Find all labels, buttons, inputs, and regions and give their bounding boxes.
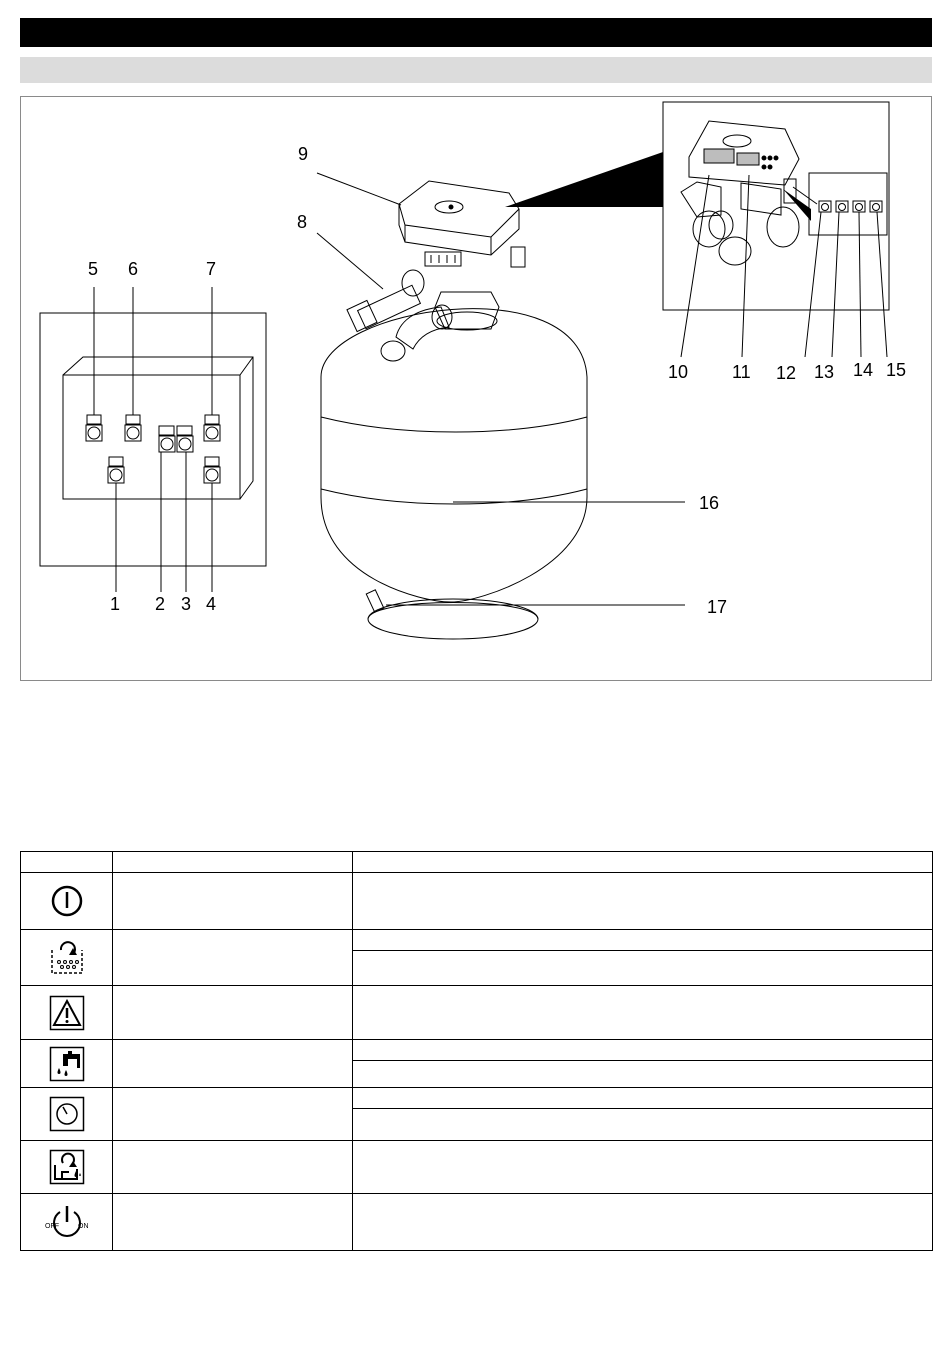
legend-name bbox=[113, 1088, 353, 1141]
callout-9: 9 bbox=[298, 144, 309, 164]
legend-desc bbox=[353, 1109, 933, 1141]
legend-desc bbox=[353, 873, 933, 930]
legend-name bbox=[113, 873, 353, 930]
panel-button-4 bbox=[204, 457, 220, 483]
callout-11: 11 bbox=[732, 362, 751, 382]
legend-desc bbox=[353, 951, 933, 986]
warning-triangle-icon bbox=[49, 995, 85, 1031]
legend-icon-cell bbox=[21, 930, 113, 986]
legend-icon-cell bbox=[21, 873, 113, 930]
legend-row-backwash bbox=[21, 930, 933, 951]
legend-name bbox=[113, 986, 353, 1040]
section-bar bbox=[20, 57, 932, 83]
callout-14: 14 bbox=[853, 360, 874, 380]
legend-name bbox=[113, 1194, 353, 1251]
legend-row-refill bbox=[21, 1141, 933, 1194]
callout-2: 2 bbox=[155, 594, 166, 614]
legend-icon-cell bbox=[21, 1141, 113, 1194]
control-head bbox=[399, 181, 525, 267]
filter-tank bbox=[321, 309, 587, 602]
pressure-gauge-icon bbox=[49, 1096, 85, 1132]
detail-inset bbox=[663, 102, 889, 310]
outlet-pipe bbox=[381, 305, 452, 361]
panel-button-2 bbox=[159, 426, 175, 452]
power-standby-icon bbox=[49, 883, 85, 919]
legend-icon-cell bbox=[21, 1040, 113, 1088]
water-tap-icon bbox=[49, 1046, 85, 1082]
legend-icon-cell bbox=[21, 1088, 113, 1141]
panel-button-6 bbox=[125, 415, 141, 441]
panel-button-5 bbox=[86, 415, 102, 441]
legend-name bbox=[113, 1040, 353, 1088]
legend-desc bbox=[353, 930, 933, 951]
off-on-switch-icon bbox=[44, 1202, 90, 1242]
filter-backwash-icon bbox=[49, 940, 85, 976]
callout-12: 12 bbox=[776, 363, 797, 383]
header-bar bbox=[20, 18, 932, 47]
indicator-legend-table bbox=[20, 851, 933, 1251]
zoom-pointer bbox=[505, 152, 663, 207]
legend-row-tap bbox=[21, 1040, 933, 1061]
legend-row-warning bbox=[21, 986, 933, 1040]
control-panel-frame bbox=[40, 313, 266, 566]
callout-1: 1 bbox=[110, 594, 121, 614]
callout-5: 5 bbox=[88, 259, 99, 279]
legend-desc bbox=[353, 1040, 933, 1061]
legend-desc bbox=[353, 1061, 933, 1088]
legend-name bbox=[113, 930, 353, 986]
closeup-buttons bbox=[819, 201, 882, 212]
callout-6: 6 bbox=[128, 259, 139, 279]
legend-row-onoff bbox=[21, 1194, 933, 1251]
callout-17: 17 bbox=[707, 597, 728, 617]
callout-10: 10 bbox=[668, 362, 689, 382]
svg-text:ON: ON bbox=[77, 1223, 88, 1230]
legend-header-row bbox=[21, 852, 933, 873]
legend-icon-cell bbox=[21, 1194, 113, 1251]
callout-15: 15 bbox=[886, 360, 907, 380]
panel-button-7 bbox=[204, 415, 220, 441]
legend-desc bbox=[353, 1141, 933, 1194]
callout-8: 8 bbox=[297, 212, 308, 232]
callout-16: 16 bbox=[699, 493, 720, 513]
legend-desc bbox=[353, 1194, 933, 1251]
legend-header-name bbox=[113, 852, 353, 873]
legend-desc bbox=[353, 1088, 933, 1109]
legend-header-desc bbox=[353, 852, 933, 873]
legend-row-gauge bbox=[21, 1088, 933, 1109]
legend-desc bbox=[353, 986, 933, 1040]
callout-7: 7 bbox=[206, 259, 217, 279]
legend-header-icon bbox=[21, 852, 113, 873]
panel-button-1 bbox=[108, 457, 124, 483]
svg-text:OFF: OFF bbox=[44, 1223, 59, 1230]
callout-13: 13 bbox=[814, 362, 835, 382]
panel-button-3 bbox=[177, 426, 193, 452]
legend-row-power bbox=[21, 873, 933, 930]
drain-plug bbox=[366, 590, 384, 612]
callout-3: 3 bbox=[181, 594, 192, 614]
tank-refill-icon bbox=[49, 1149, 85, 1185]
legend-name bbox=[113, 1141, 353, 1194]
filter-illustration bbox=[21, 97, 931, 680]
callout-4: 4 bbox=[206, 594, 217, 614]
legend-icon-cell bbox=[21, 986, 113, 1040]
filter-diagram bbox=[20, 96, 932, 681]
